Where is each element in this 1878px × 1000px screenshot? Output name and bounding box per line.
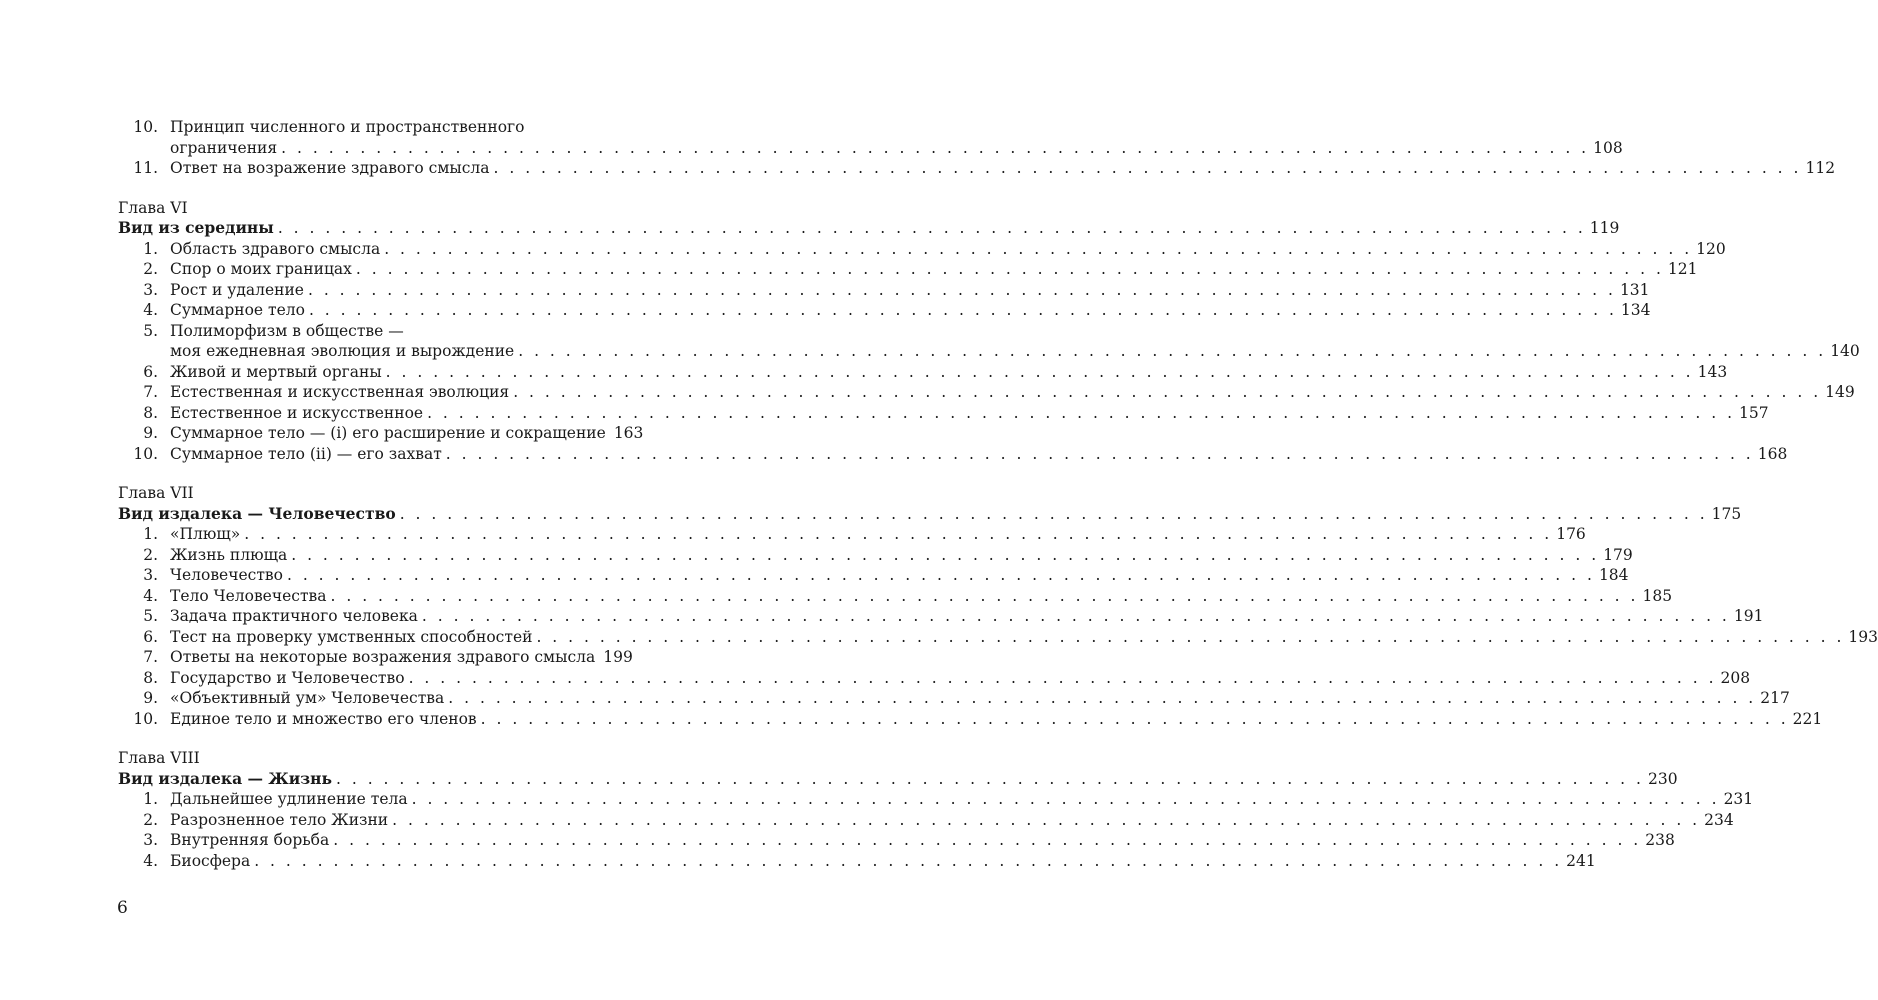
entry-title: моя ежедневная эволюция и вырождение: [170, 342, 515, 360]
entry-title: ограничения: [170, 138, 278, 157]
dot-leader: [291, 545, 1599, 566]
dot-leader: [278, 218, 1586, 239]
dot-leader: [392, 810, 1700, 831]
dot-leader: [536, 627, 1844, 648]
entry-number: 3.: [143, 280, 158, 299]
dot-leader: [281, 138, 1589, 159]
chapter-label: Глава VII: [118, 484, 194, 502]
entry-number: 4.: [143, 851, 158, 870]
entry-number: 7.: [143, 648, 158, 666]
entry-line: [170, 138, 1623, 159]
dot-leader: [336, 769, 1644, 790]
table-of-contents: [118, 117, 1878, 871]
entry-number: 2.: [143, 545, 158, 564]
entry-page: 179: [1603, 545, 1633, 564]
entry-page: 199: [603, 648, 633, 666]
entry-page: 149: [1825, 383, 1855, 401]
entry-title: Область здравого смысла: [170, 239, 381, 258]
toc-entry: [118, 362, 1728, 383]
toc-entry: [118, 423, 644, 444]
dot-leader: [518, 341, 1826, 362]
toc-entry: [118, 810, 1734, 831]
entry-number: 8.: [143, 403, 158, 422]
entry-number: 1.: [143, 239, 158, 258]
toc-entry: [118, 524, 1586, 545]
toc-entry: [118, 647, 633, 668]
entry-title: Суммарное тело (ii) — его захват: [170, 444, 442, 463]
entry-line: [170, 321, 1860, 342]
entry-title: Жизнь плюща: [170, 545, 288, 564]
entry-title: Дальнейшее удлинение тела: [170, 790, 408, 808]
toc-entry: [118, 158, 1836, 179]
entry-page: 193: [1848, 627, 1878, 646]
dot-leader: [386, 362, 1694, 383]
entry-page: 217: [1760, 689, 1790, 707]
entry-title: Суммарное тело: [170, 301, 305, 319]
toc-entry: [118, 586, 1673, 607]
entry-number: 2.: [143, 810, 158, 829]
entry-title: Ответ на возражение здравого смысла: [170, 159, 490, 177]
entry-number: 10.: [133, 444, 158, 463]
entry-page: 131: [1619, 280, 1650, 299]
entry-number: 2.: [143, 260, 158, 278]
dot-leader: [448, 688, 1756, 709]
entry-page: 184: [1598, 566, 1629, 584]
chapter-label: Глава VIII: [118, 749, 200, 767]
toc-entry: [118, 280, 1650, 301]
dot-leader: [308, 280, 1616, 301]
toc-entry: [118, 382, 1855, 403]
entry-title: Спор о моих границах: [170, 260, 352, 278]
dot-leader: [309, 300, 1617, 321]
toc-entry: [118, 565, 1629, 586]
entry-title: Биосфера: [170, 851, 251, 870]
toc-entry: [118, 444, 1788, 465]
entry-page: 121: [1667, 260, 1698, 278]
entry-page: 231: [1723, 790, 1754, 808]
entry-page: 208: [1720, 668, 1751, 687]
dot-leader: [244, 524, 1552, 545]
entry-number: 11.: [133, 159, 158, 177]
toc-entry: [118, 117, 1623, 158]
entry-number: 4.: [143, 301, 158, 319]
entry-title: Тело Человечества: [170, 586, 327, 605]
toc-entry: [118, 709, 1823, 730]
entry-number: 1.: [143, 525, 158, 543]
toc-entry: [118, 545, 1633, 566]
entry-page: 120: [1696, 239, 1726, 258]
entry-title: Полиморфизм в обществе —: [170, 321, 404, 340]
toc-entry: [118, 627, 1878, 648]
dot-leader: [356, 259, 1664, 280]
toc-entry: [118, 239, 1726, 260]
entry-page: 143: [1697, 362, 1728, 381]
chapters: [118, 198, 1878, 872]
entry-line: [170, 117, 1623, 138]
dot-leader: [384, 239, 1692, 260]
entry-number: 3.: [143, 566, 158, 584]
chapter-title: Вид издалека — Жизнь: [118, 768, 332, 788]
entry-page: 176: [1556, 525, 1586, 543]
entry-page: 221: [1792, 709, 1823, 728]
entry-number: 5.: [143, 607, 158, 625]
chapter-page: 230: [1647, 769, 1678, 788]
dot-leader: [412, 789, 1720, 810]
entry-title: Внутренняя борьба: [170, 831, 330, 849]
dot-leader: [333, 830, 1641, 851]
toc-entry: [118, 789, 1754, 810]
entry-title: «Объективный ум» Человечества: [170, 689, 445, 707]
previous-chapter-entries: [118, 117, 1836, 179]
toc-entry: [118, 259, 1698, 280]
chapter-title: Вид из середины: [118, 218, 274, 237]
entry-page: 238: [1645, 831, 1675, 849]
entry-title: Человечество: [170, 566, 283, 584]
entry-number: 10.: [133, 709, 158, 728]
entry-title: Рост и удаление: [170, 280, 304, 299]
dot-leader: [254, 851, 1562, 872]
entry-title: Ответы на некоторые возражения здравого смысла: [170, 648, 596, 666]
chapter-title: Вид издалека — Человечество: [118, 503, 396, 523]
entry-title: Государство и Человечество: [170, 668, 405, 687]
dot-leader: [481, 709, 1789, 730]
toc-entry: [118, 606, 1764, 627]
chapter-title-row: [118, 218, 1620, 239]
dot-leader: [287, 565, 1595, 586]
entry-page: 185: [1642, 586, 1673, 605]
dot-leader: [427, 403, 1735, 424]
entry-number: 3.: [143, 831, 158, 849]
dot-leader: [422, 606, 1730, 627]
page-number: 6: [117, 898, 128, 918]
dot-leader: [331, 586, 1639, 607]
entry-title: Принцип численного и пространственного: [170, 118, 525, 136]
chapter-block: [118, 198, 1860, 465]
entry-number: 8.: [143, 668, 158, 687]
dot-leader: [494, 158, 1802, 179]
chapter-block: [118, 748, 1754, 871]
chapter-label: Глава VI: [118, 198, 188, 217]
entry-title: «Плющ»: [170, 525, 241, 543]
chapter-title-row: [118, 503, 1742, 525]
entry-lines: [170, 321, 1860, 362]
entry-number: 5.: [143, 321, 158, 340]
chapter-page: 175: [1711, 504, 1742, 523]
entry-number: 4.: [143, 586, 158, 605]
toc-entry: [118, 321, 1860, 362]
entry-page: 191: [1733, 607, 1764, 625]
entry-title: Живой и мертвый органы: [170, 362, 382, 381]
entry-lines: [170, 117, 1623, 158]
dot-leader: [446, 444, 1754, 465]
chapter-title-row: [118, 768, 1678, 790]
toc-entry: [118, 830, 1675, 851]
entry-page: 157: [1739, 403, 1769, 422]
entry-page: 168: [1757, 444, 1788, 463]
entry-number: 6.: [143, 362, 158, 381]
toc-entry: [118, 403, 1769, 424]
dot-leader: [513, 382, 1821, 403]
entry-number: 1.: [143, 790, 158, 808]
toc-entry: [118, 851, 1596, 872]
entry-number: 9.: [143, 424, 158, 442]
toc-entry: [118, 688, 1790, 709]
toc-entry: [118, 300, 1651, 321]
entry-title: Суммарное тело — (i) его расширение и сокращение: [170, 424, 606, 442]
chapter-block: [118, 483, 1878, 729]
toc-entry: [118, 668, 1751, 689]
entry-page: 241: [1566, 851, 1596, 870]
dot-leader: [400, 504, 1708, 525]
entry-title: Единое тело и множество его членов: [170, 709, 477, 728]
entry-page: 234: [1704, 810, 1734, 829]
dot-leader: [409, 668, 1717, 689]
entry-page: 112: [1805, 159, 1836, 177]
entry-page: 163: [613, 424, 644, 442]
entry-page: 134: [1620, 301, 1651, 319]
entry-line: [170, 341, 1860, 362]
entry-number: 10.: [133, 118, 158, 136]
chapter-page: 119: [1589, 219, 1620, 237]
entry-title: Задача практичного человека: [170, 607, 418, 625]
entry-title: Естественная и искусственная эволюция: [170, 383, 510, 401]
entry-title: Тест на проверку умственных способностей: [170, 627, 533, 646]
entry-page: 108: [1593, 138, 1623, 157]
entry-title: Естественное и искусственное: [170, 403, 424, 422]
entry-number: 9.: [143, 689, 158, 707]
entry-page: 140: [1830, 342, 1860, 360]
entry-number: 7.: [143, 383, 158, 401]
entry-number: 6.: [143, 627, 158, 646]
entry-title: Разрозненное тело Жизни: [170, 810, 389, 829]
